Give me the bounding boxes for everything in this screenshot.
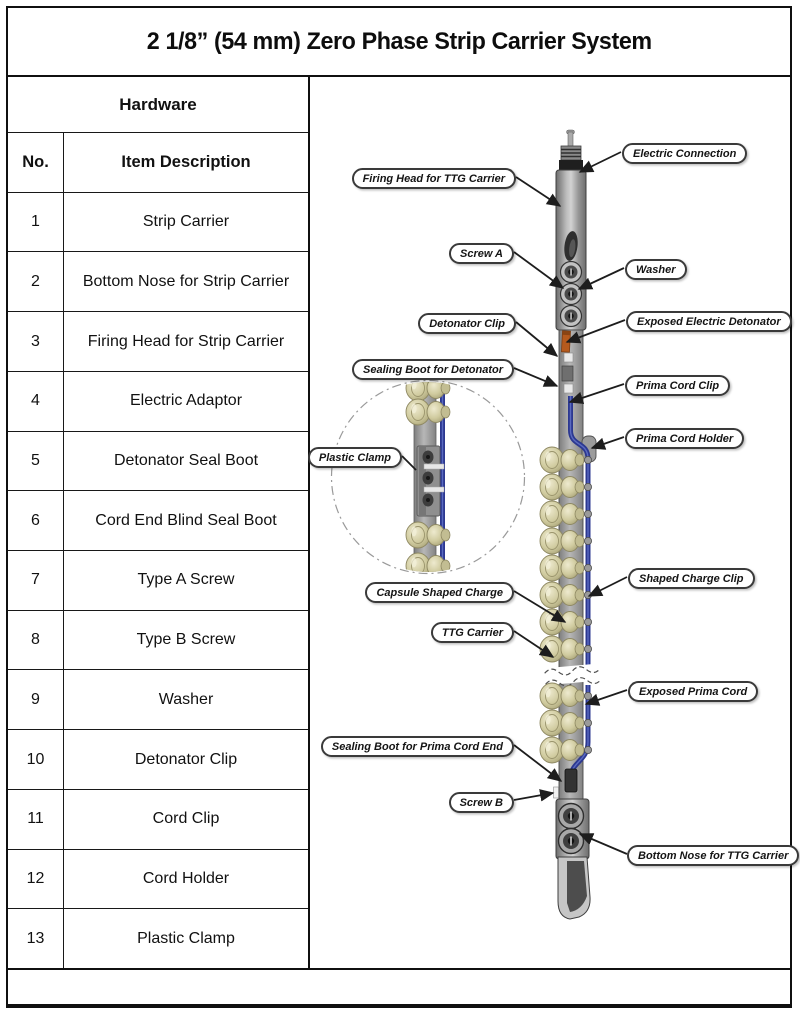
- row-no: 10: [8, 730, 64, 789]
- table-row: [8, 790, 308, 850]
- column-header-description: Item Description: [121, 152, 251, 171]
- column-header-no: No.: [8, 133, 64, 192]
- callout-detonator-clip: Detonator Clip: [418, 313, 516, 334]
- callout-ttg-carrier: TTG Carrier: [431, 622, 514, 643]
- table-row: [8, 372, 308, 432]
- row-no: 5: [8, 432, 64, 491]
- callout-sealing-boot-for-prima-cord-end: Sealing Boot for Prima Cord End: [321, 736, 514, 757]
- row-description: Cord Clip: [152, 810, 220, 828]
- row-no: 7: [8, 551, 64, 610]
- row-no: 13: [8, 909, 64, 968]
- callout-electric-connection: Electric Connection: [622, 143, 747, 164]
- hardware-table: [6, 77, 310, 968]
- callout-shaped-charge-clip: Shaped Charge Clip: [628, 568, 755, 589]
- row-description: Type B Screw: [136, 631, 236, 649]
- table-row: [8, 491, 308, 551]
- prima-cord-end-boot: [565, 769, 577, 792]
- washer-screws: [561, 262, 582, 327]
- table-row: [8, 730, 308, 790]
- row-description: Type A Screw: [137, 571, 235, 589]
- row-no: 2: [8, 252, 64, 311]
- table-row: [8, 193, 308, 253]
- charge-stack-lower: [540, 683, 592, 763]
- row-no: 1: [8, 193, 64, 252]
- row-no: 12: [8, 850, 64, 909]
- callout-washer: Washer: [625, 259, 687, 280]
- callout-firing-head-for-ttg-carrier: Firing Head for TTG Carrier: [352, 168, 516, 189]
- callout-screw-b: Screw B: [449, 792, 514, 813]
- table-header-row: [8, 133, 308, 193]
- callout-sealing-boot-for-detonator: Sealing Boot for Detonator: [352, 359, 514, 380]
- table-row: [8, 432, 308, 492]
- table-row: [8, 909, 308, 968]
- table-row: [8, 252, 308, 312]
- row-no: 3: [8, 312, 64, 371]
- screw-b-slot: [554, 787, 559, 798]
- callout-plastic-clamp: Plastic Clamp: [308, 447, 402, 468]
- row-description: Cord End Blind Seal Boot: [95, 511, 277, 529]
- callout-capsule-shaped-charge: Capsule Shaped Charge: [365, 582, 514, 603]
- callout-prima-cord-holder: Prima Cord Holder: [625, 428, 744, 449]
- row-description: Detonator Seal Boot: [113, 451, 259, 469]
- collar: [559, 160, 583, 171]
- row-no: 4: [8, 372, 64, 431]
- row-description: Plastic Clamp: [137, 929, 235, 947]
- table-row: [8, 670, 308, 730]
- detonator-clip: [564, 353, 573, 362]
- table-row: [8, 312, 308, 372]
- title-bar: [6, 6, 792, 77]
- row-no: 6: [8, 491, 64, 550]
- strip-carrier-diagram: [310, 77, 794, 968]
- prima-cord-clip: [564, 384, 573, 393]
- footer-empty-row: [6, 968, 792, 1008]
- table-section-header: Hardware: [8, 77, 308, 133]
- callout-bottom-nose-for-ttg-carrier: Bottom Nose for TTG Carrier: [627, 845, 799, 866]
- row-no: 11: [8, 790, 64, 849]
- table-row: [8, 850, 308, 910]
- table-row: [8, 611, 308, 671]
- magnifier-detail: [332, 375, 525, 579]
- callout-exposed-prima-cord: Exposed Prima Cord: [628, 681, 758, 702]
- row-description: Detonator Clip: [134, 750, 238, 768]
- row-description: Strip Carrier: [142, 213, 230, 231]
- row-description: Bottom Nose for Strip Carrier: [82, 272, 290, 290]
- page-title: 2 1/8” (54 mm) Zero Phase Strip Carrier System: [146, 27, 652, 55]
- detonator-seal-boot: [562, 366, 573, 381]
- callout-exposed-electric-detonator: Exposed Electric Detonator: [626, 311, 792, 332]
- row-no: 8: [8, 611, 64, 670]
- callout-prima-cord-clip: Prima Cord Clip: [625, 375, 730, 396]
- callout-screw-a: Screw A: [449, 243, 514, 264]
- row-description: Electric Adaptor: [129, 392, 243, 410]
- row-description: Cord Holder: [142, 869, 230, 887]
- carrier-assembly: [540, 130, 602, 919]
- row-description: Washer: [158, 690, 214, 708]
- row-no: 9: [8, 670, 64, 729]
- row-description: Firing Head for Strip Carrier: [87, 332, 285, 350]
- table-row: [8, 551, 308, 611]
